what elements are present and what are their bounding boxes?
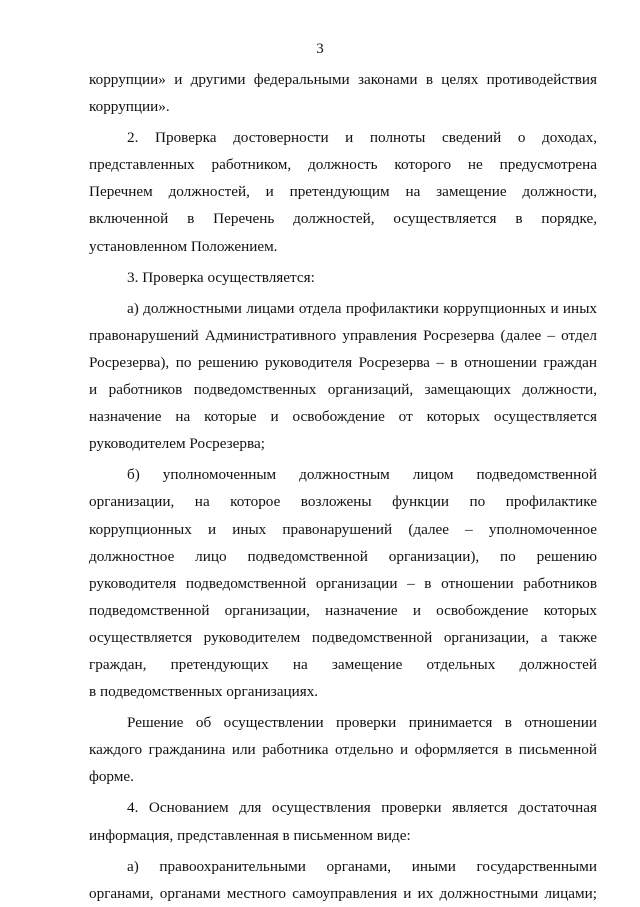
paragraph-3 [89, 264, 597, 291]
text-line: Решение об осуществлении проверки принимается в отношении [127, 714, 597, 732]
paragraph-1-continuation [89, 66, 597, 120]
text-line: осуществляется руководителем подведомственной организации, а также [89, 628, 597, 646]
text-line: Росрезерва), по решению руководителя Росрезерва – в отношении граждан [89, 353, 597, 371]
text-line: а) должностными лицами отдела профилактики коррупционных и иных [127, 299, 597, 317]
subparagraph-3a [89, 295, 597, 458]
text-line: представленных работником, должность которого не предусмотрена [89, 156, 597, 174]
text-line: форме. [89, 768, 134, 786]
text-line: организации, на которое возложены функции по профилактике [89, 493, 597, 511]
text-line: 2. Проверка достоверности и полноты сведений о доходах, [127, 129, 597, 147]
text-line: Перечнем должностей, и претендующим на замещение должности, [89, 183, 597, 201]
text-line: 4. Основанием для осуществления проверки является достаточная [127, 799, 597, 817]
text-line: подведомственной организации, назначение и освобождение которых [89, 601, 597, 619]
text-line: коррупции». [89, 98, 170, 116]
text-line: правонарушений Административного управления Росрезерва (далее – отдел [89, 326, 597, 344]
text-line: каждого гражданина или работника отдельно и оформляется в письменной [89, 741, 597, 759]
text-line: установленном Положением. [89, 237, 278, 255]
text-line: включенной в Перечень должностей, осуществляется в порядке, [89, 210, 597, 228]
text-line: и работников подведомственных организаций, замещающих должности, [89, 381, 597, 399]
text-line: руководителя подведомственной организации – в отношении работников [89, 574, 597, 592]
text-line: граждан, претендующих на замещение отдельных должностей [89, 655, 597, 673]
text-line: 3. Проверка осуществляется: [127, 268, 315, 286]
page-number: 3 [316, 41, 324, 57]
document-body [89, 66, 597, 907]
subparagraph-4a [89, 853, 597, 907]
text-line: б) уполномоченным должностным лицом подведомственной [127, 466, 597, 484]
text-line: коррупции» и другими федеральными законами в целях противодействия [89, 71, 597, 88]
text-line: а) правоохранительными органами, иными государственными [127, 857, 597, 875]
text-line: органами, органами местного самоуправления и их должностными лицами; [89, 884, 597, 902]
paragraph-decision [89, 709, 597, 790]
text-line: коррупционных и иных правонарушений (далее – уполномоченное [89, 520, 597, 538]
text-line: в подведомственных организациях. [89, 683, 319, 701]
text-line: должностное лицо подведомственной организации), по решению [89, 547, 597, 565]
text-line: назначение на которые и освобождение от которых осуществляется [89, 408, 597, 426]
paragraph-4 [89, 794, 597, 848]
text-line: руководителем Росрезерва; [89, 435, 265, 453]
paragraph-2 [89, 124, 597, 259]
text-line: информация, представленная в письменном виде: [89, 826, 411, 844]
subparagraph-3b [89, 461, 597, 705]
